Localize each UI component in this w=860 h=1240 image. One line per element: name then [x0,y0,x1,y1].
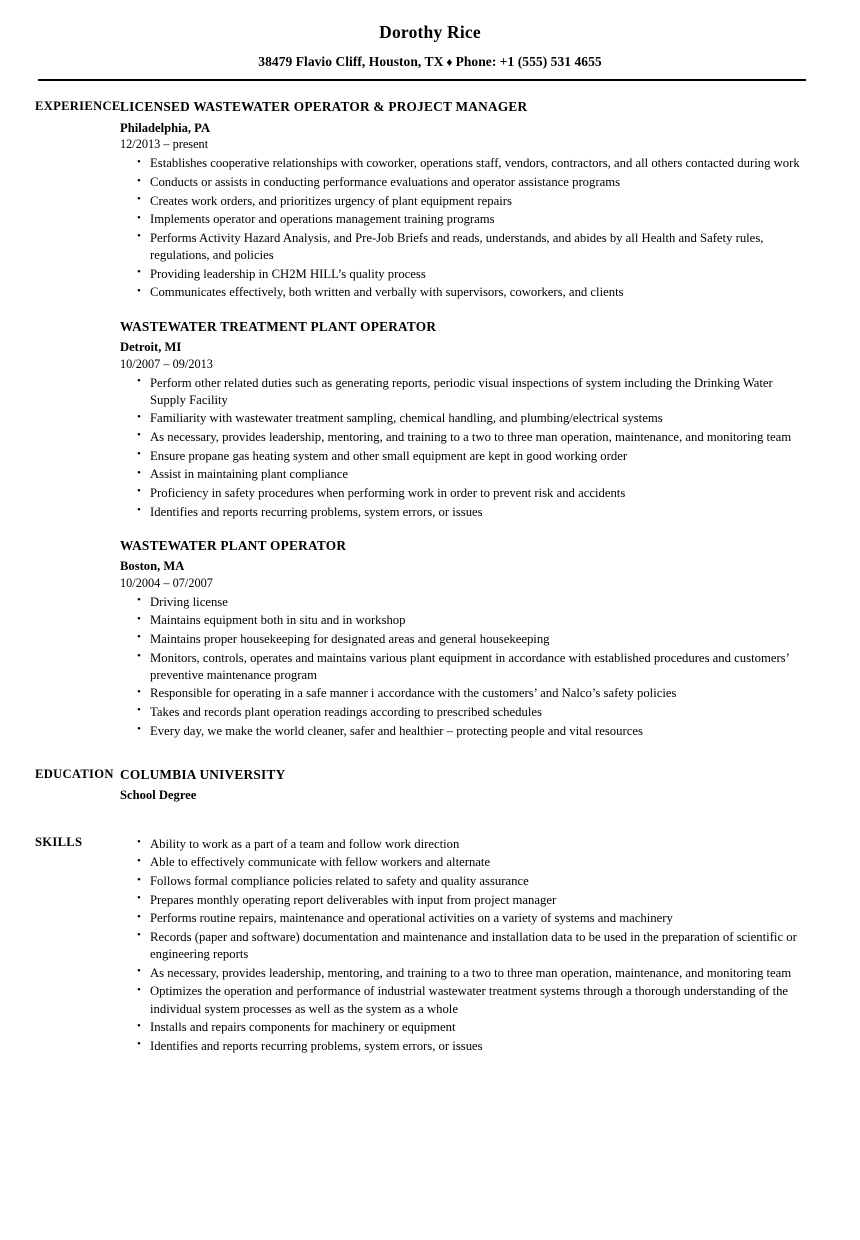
job-bullet: • Implements operator and operations management training programs [120,211,808,228]
job-bullet-list [120,155,808,301]
job-bullet: • Ensure propane gas heating system and other small equipment are kept in good working order [120,448,808,465]
job-bullet: • Creates work orders, and prioritizes urgency of plant equipment repairs [120,193,808,210]
skill-bullet: • Performs routine repairs, maintenance and operational activities on a variety of systems and machinery [120,910,808,927]
candidate-phone: Phone: +1 (555) 531 4655 [455,54,602,69]
job-title: WASTEWATER TREATMENT PLANT OPERATOR [120,318,437,334]
experience-entry [120,318,808,521]
skill-bullet: • Follows formal compliance policies related to safety and quality assurance [120,873,808,890]
job-title: WASTEWATER PLANT OPERATOR [120,537,347,553]
experience-entry [120,98,808,301]
resume-body [0,81,860,1055]
job-dates: 10/2007 – 09/2013 [120,356,213,371]
job-bullet: • Providing leadership in CH2M HILL’s quality process [120,266,808,283]
section-label-education: EDUCATION [35,766,114,781]
education-entry [120,766,808,804]
job-bullet: • Monitors, controls, operates and maintains various plant equipment in accordance with established procedures and customers’ preventive maintenance program [120,650,808,684]
job-bullet: • Maintains equipment both in situ and in workshop [120,612,808,629]
job-bullet: • Maintains proper housekeeping for designated areas and general housekeeping [120,631,808,648]
job-bullet: • Identifies and reports recurring problems, system errors, or issues [120,504,808,521]
skill-bullet: • Prepares monthly operating report deliverables with input from project manager [120,892,808,909]
job-bullet-list [120,375,808,521]
section-experience [0,98,860,739]
job-bullet: • Driving license [120,594,808,611]
job-bullet: • Responsible for operating in a safe manner i accordance with the customers’ and Nalco’s safety policies [120,685,808,702]
job-dates: 10/2004 – 07/2007 [120,575,213,590]
contact-line [0,54,860,70]
skill-bullet: • Identifies and reports recurring problems, system errors, or issues [120,1038,808,1055]
education-degree: School Degree [120,788,197,803]
section-education [0,766,860,804]
job-dates: 12/2013 – present [120,137,209,152]
experience-entries [120,98,860,739]
skill-bullet: • As necessary, provides leadership, mentoring, and training to a two to three man operation, maintenance, and monitoring team [120,965,808,982]
job-bullet: • As necessary, provides leadership, mentoring, and training to a two to three man operation, maintenance, and monitoring team [120,429,808,446]
job-location: Detroit, MI [120,339,182,354]
skill-bullet: • Installs and repairs components for machinery or equipment [120,1019,808,1036]
job-bullet: • Conducts or assists in conducting performance evaluations and operator assistance programs [120,174,808,191]
job-bullet: • Perform other related duties such as generating reports, periodic visual inspections of system including the Drinking Water Supply Facility [120,375,808,409]
job-title: LICENSED WASTEWATER OPERATOR & PROJECT MANAGER [120,99,528,115]
job-bullet: • Proficiency in safety procedures when performing work in order to prevent risk and accidents [120,485,808,502]
skill-bullet: • Able to effectively communicate with fellow workers and alternate [120,854,808,871]
job-bullet: • Establishes cooperative relationships with coworker, operations staff, vendors, contractors, and all others contacted during work [120,155,808,172]
resume-header [0,0,860,81]
job-location: Boston, MA [120,558,185,573]
job-bullet: • Performs Activity Hazard Analysis, and Pre-Job Briefs and reads, understands, and abides by all Health and Safety rules, regulations, and policies [120,230,808,264]
job-bullet: • Assist in maintaining plant compliance [120,466,808,483]
job-bullet: • Every day, we make the world cleaner, safer and healthier – protecting people and vital resources [120,723,808,740]
job-bullet: • Communicates effectively, both written and verbally with supervisors, coworkers, and clients [120,284,808,301]
section-label-experience: EXPERIENCE [35,99,121,114]
job-location: Philadelphia, PA [120,120,211,135]
job-bullet-list [120,594,808,740]
skills-bullet-list [120,836,808,1055]
skill-bullet: • Ability to work as a part of a team and follow work direction [120,836,808,853]
candidate-name: Dorothy Rice [379,22,481,42]
skill-bullet: • Records (paper and software) documentation and maintenance and installation data to be used in the preparation of scientific or engineering reports [120,929,808,963]
skills-entries [120,834,860,1055]
education-school: COLUMBIA UNIVERSITY [120,766,286,782]
education-entries [120,766,860,804]
section-skills [0,834,860,1055]
candidate-address: 38479 Flavio Cliff, Houston, TX [258,54,444,69]
section-label-skills: SKILLS [35,834,83,849]
skill-bullet: • Optimizes the operation and performance of industrial wastewater treatment systems through a thorough understanding of the individual system processes as well as the system as a whole [120,983,808,1017]
job-bullet: • Takes and records plant operation readings according to prescribed schedules [120,704,808,721]
diamond-separator-icon: ♦ [446,55,453,69]
experience-entry [120,537,808,740]
job-bullet: • Familiarity with wastewater treatment sampling, chemical handling, and plumbing/electrical systems [120,410,808,427]
